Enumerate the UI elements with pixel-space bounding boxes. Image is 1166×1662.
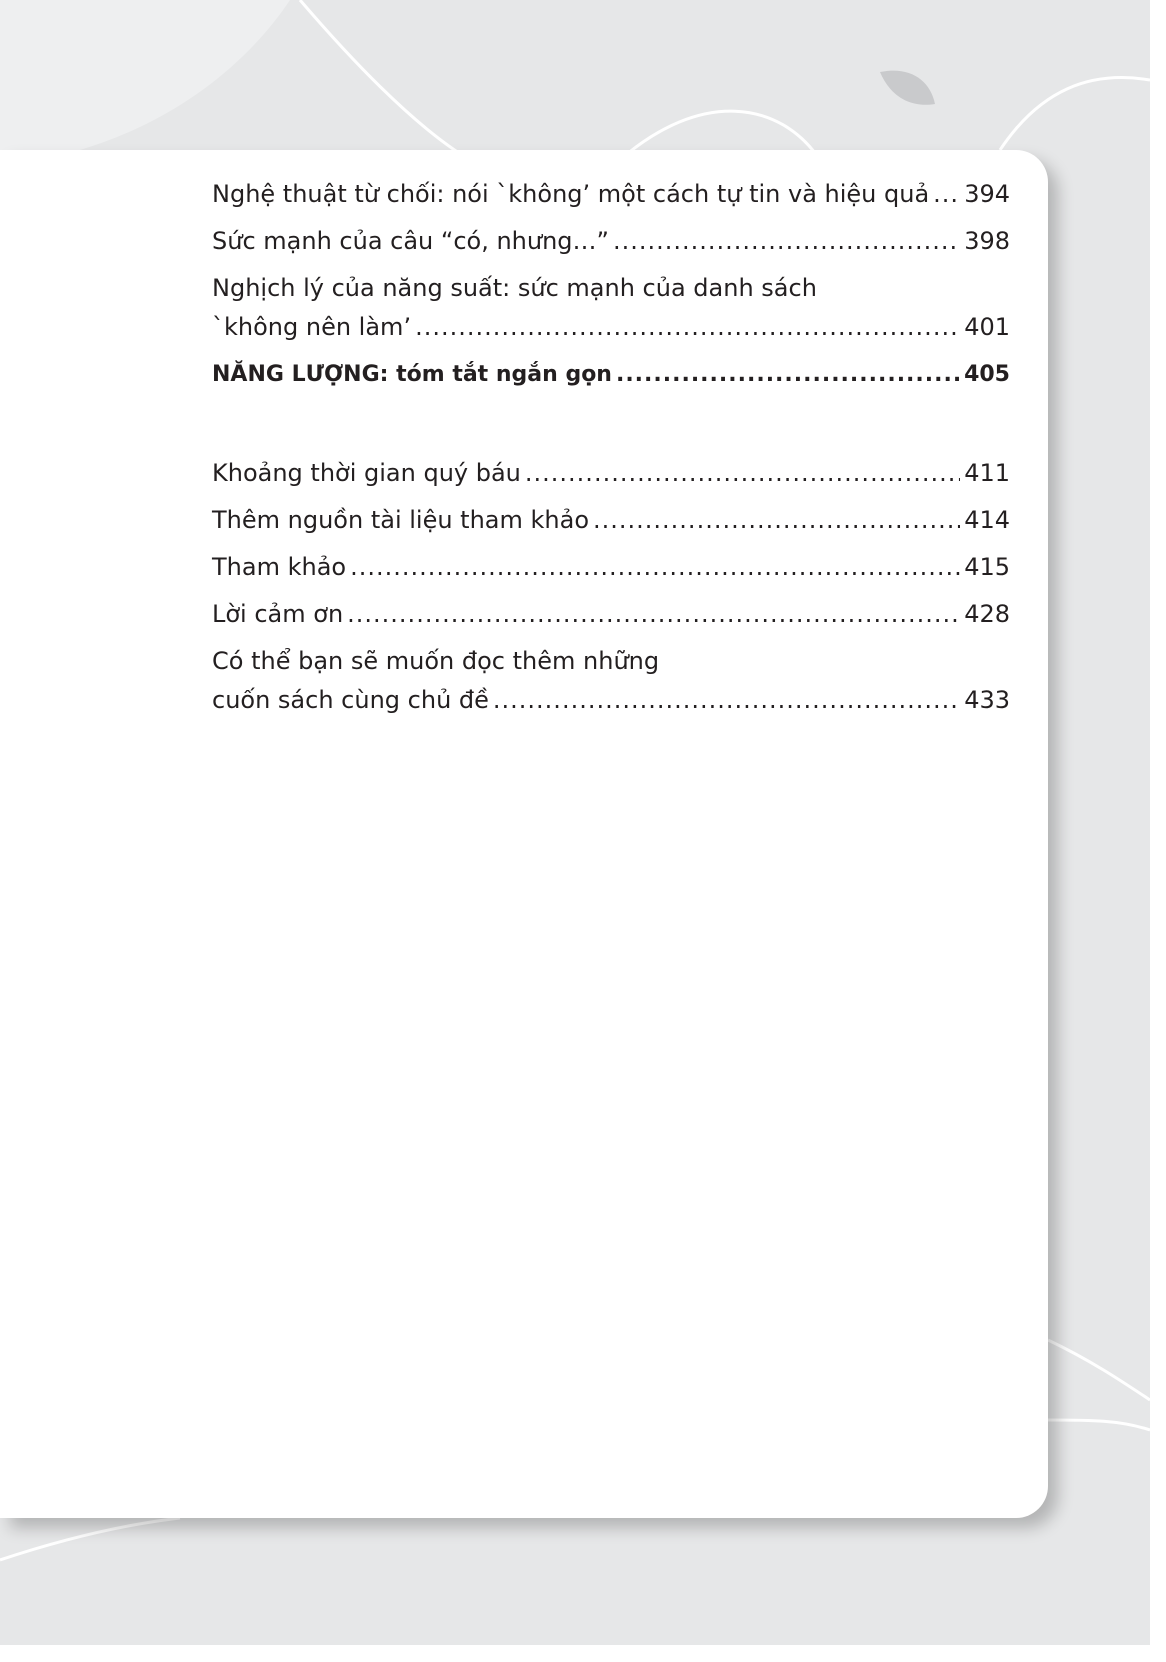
dot-leader — [933, 175, 960, 214]
toc-entry — [212, 454, 1010, 493]
background-blob — [0, 0, 290, 150]
toc-entry-section-summary — [212, 355, 1010, 394]
toc-entry — [212, 548, 1010, 587]
toc-entry-page: 415 — [964, 553, 1010, 581]
toc-entry — [212, 595, 1010, 634]
dot-leader — [593, 501, 960, 540]
background-curve — [1048, 1340, 1150, 1400]
toc-entry-page: 405 — [964, 362, 1010, 387]
toc-entry-title: Nghệ thuật từ chối: nói `không’ một cách tự tin và hiệu quả — [212, 180, 930, 208]
toc-entry-page: 428 — [964, 600, 1010, 628]
toc-entry — [212, 175, 1010, 214]
toc-entry-title: Sức mạnh của câu “có, nhưng…” — [212, 227, 609, 255]
background-curve — [300, 0, 470, 160]
toc-entry-page: 398 — [964, 227, 1010, 255]
background-curve — [1000, 78, 1150, 150]
section-gap — [212, 402, 1010, 454]
background-curve — [1048, 1420, 1150, 1430]
dot-leader — [347, 595, 960, 634]
toc-entry-title: NĂNG LƯỢNG: tóm tắt ngắn gọn — [212, 362, 612, 387]
toc-entry-page: 433 — [964, 686, 1010, 714]
toc-entry-title-line1: Có thể bạn sẽ muốn đọc thêm những — [212, 647, 660, 675]
toc-entry-title: Khoảng thời gian quý báu — [212, 459, 521, 487]
toc-entry-title: Lời cảm ơn — [212, 600, 344, 628]
dot-leader — [613, 222, 960, 261]
background-curve — [0, 1518, 180, 1560]
toc-entry-page: 401 — [964, 313, 1010, 341]
dot-leader — [415, 308, 960, 347]
toc-entry-page: 394 — [964, 180, 1010, 208]
toc-entry-title: Thêm nguồn tài liệu tham khảo — [212, 506, 590, 534]
dot-leader — [616, 355, 960, 394]
toc-entry — [212, 642, 1010, 720]
toc-entry-title-line2: cuốn sách cùng chủ đề — [212, 686, 489, 714]
toc-entry-title: Tham khảo — [212, 553, 347, 581]
dot-leader — [493, 681, 960, 720]
toc-entry-page: 411 — [964, 459, 1010, 487]
toc-entry-page: 414 — [964, 506, 1010, 534]
dot-leader — [350, 548, 960, 587]
toc-entry — [212, 222, 1010, 261]
toc-entry-title-line2: `không nên làm’ — [212, 313, 412, 341]
toc-entry-title-line1: Nghịch lý của năng suất: sức mạnh của danh sách — [212, 274, 817, 302]
table-of-contents — [212, 175, 1010, 728]
toc-entry — [212, 501, 1010, 540]
toc-entry — [212, 269, 1010, 347]
leaf-shape — [880, 71, 935, 105]
dot-leader — [525, 454, 960, 493]
